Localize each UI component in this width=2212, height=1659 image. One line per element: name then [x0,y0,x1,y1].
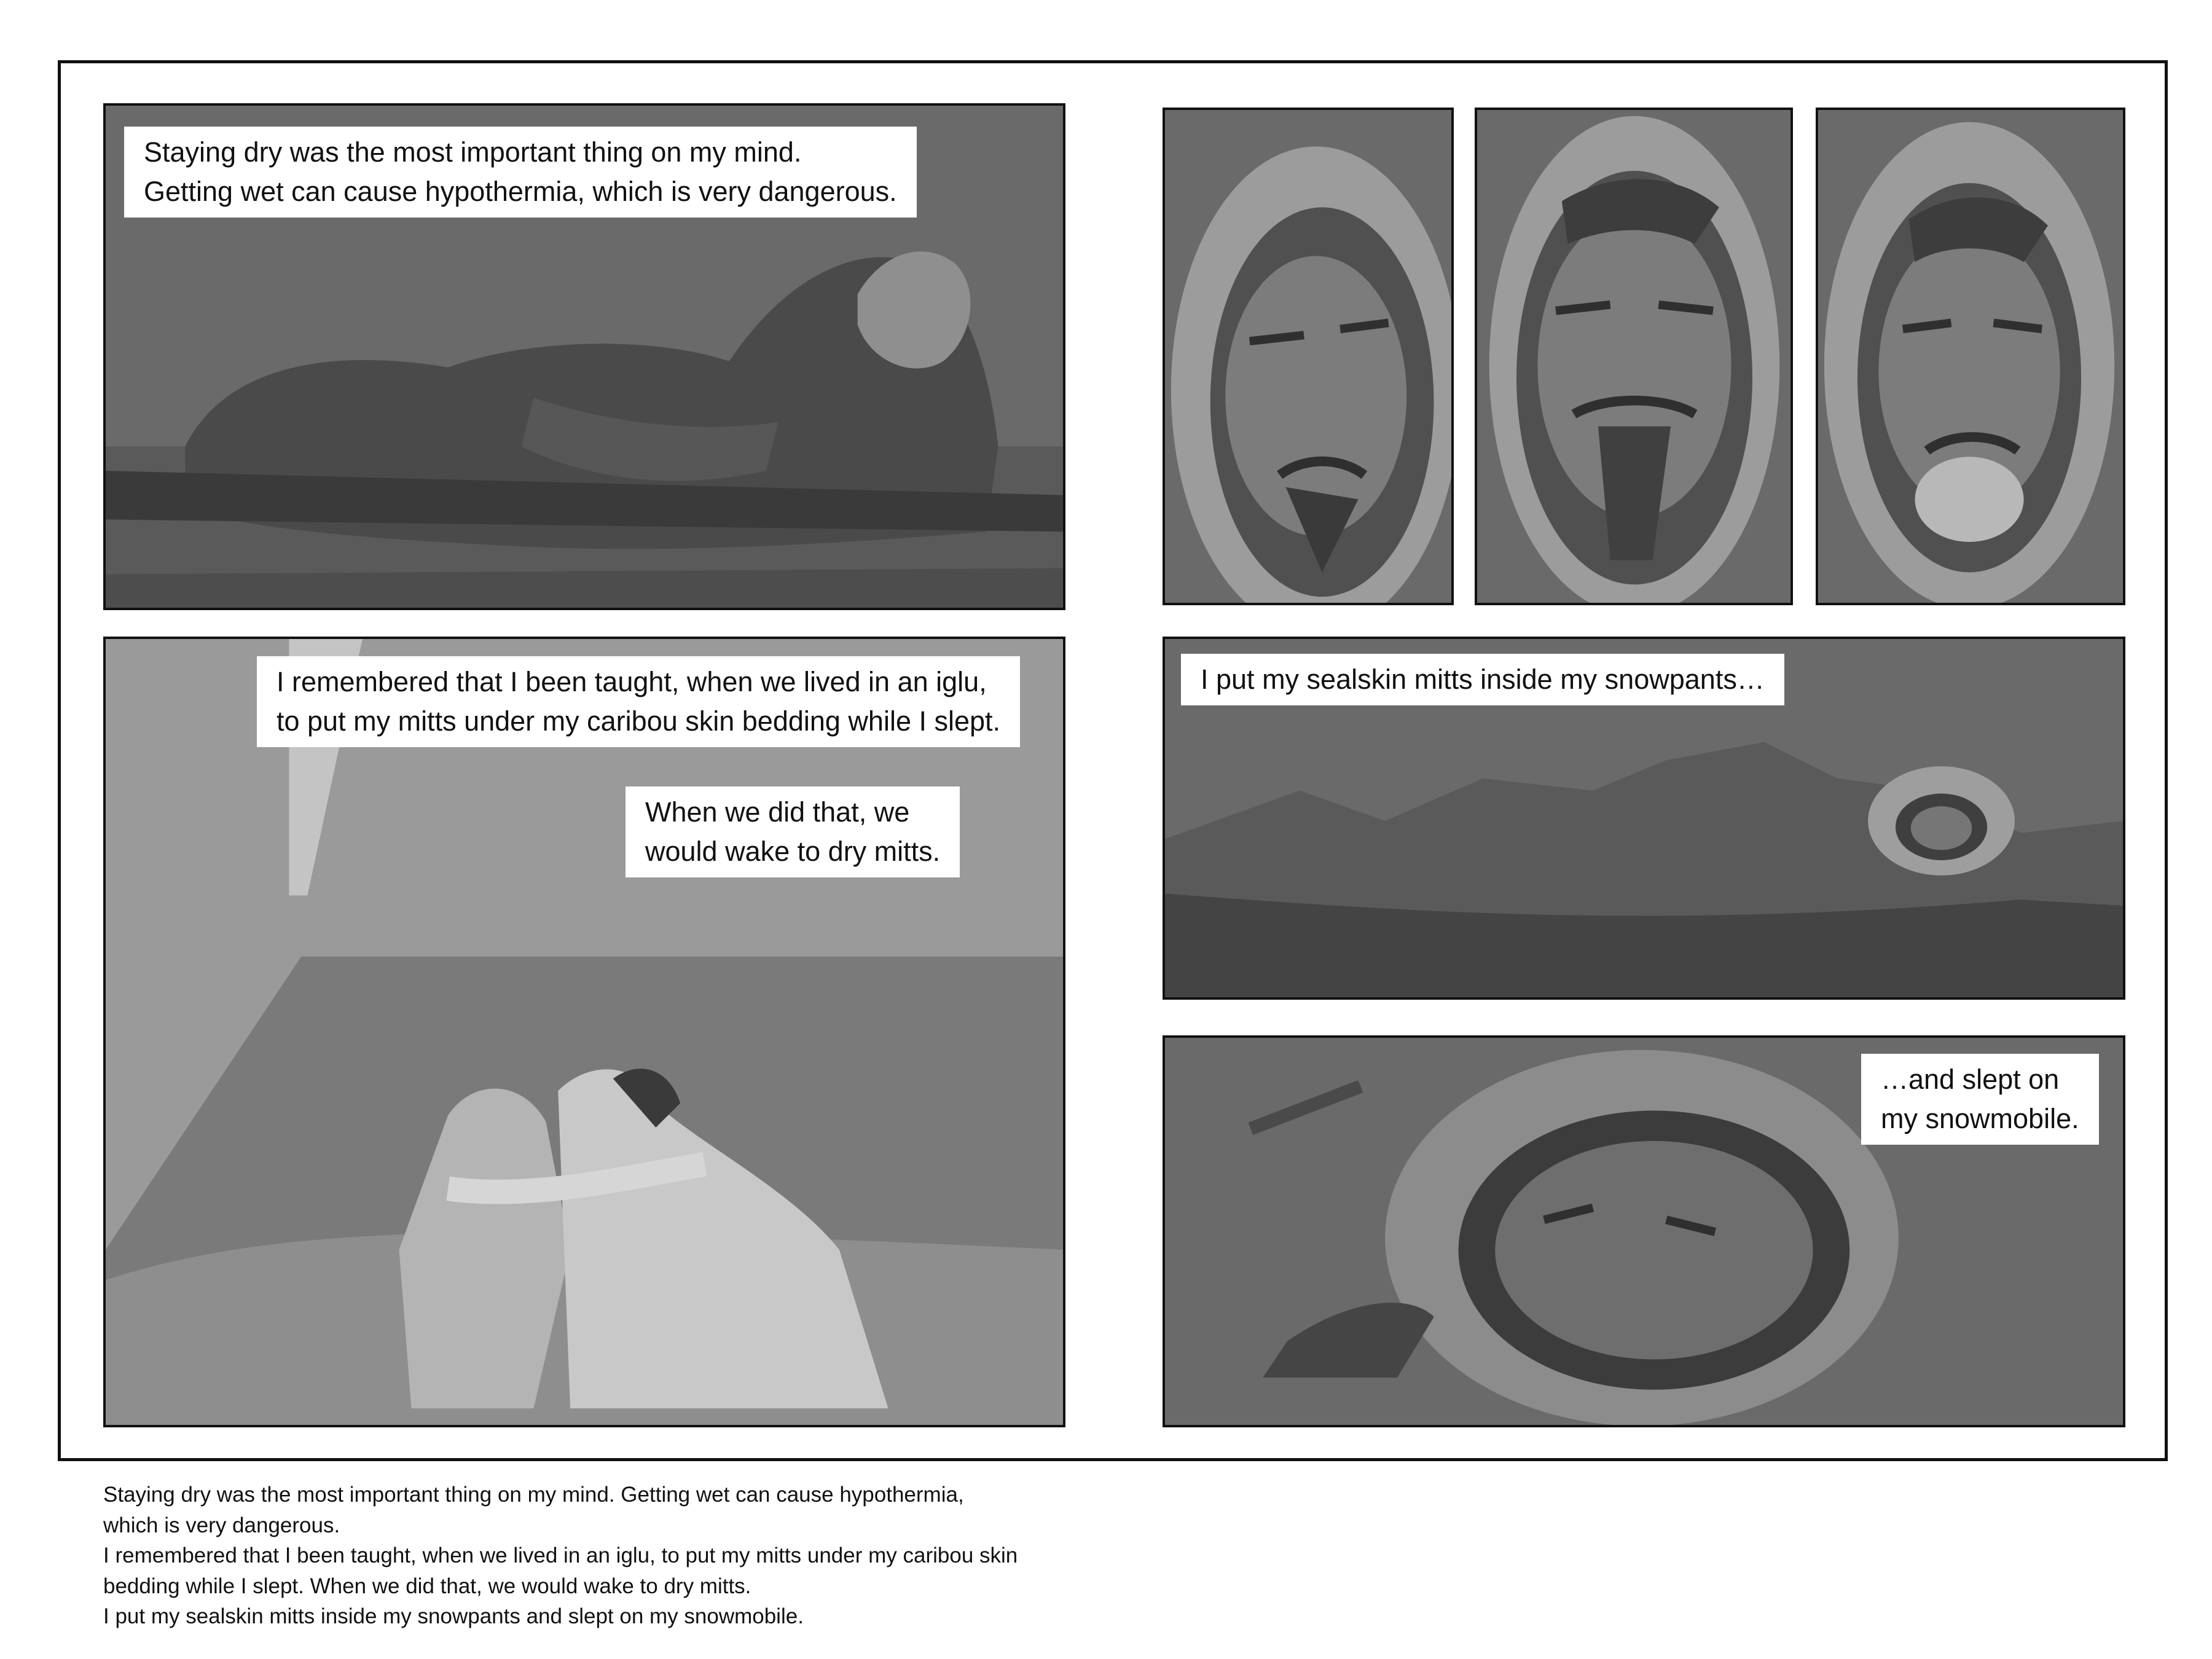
face-illustration-1 [1165,110,1451,603]
transcript-line: Staying dry was the most important thing on my mind. Getting wet can cause hypothermia, [103,1483,964,1507]
panel-face-2 [1475,108,1793,605]
panel-sleeping [1163,637,2125,1000]
transcript-line: I remembered that I been taught, when we lived in an iglu, to put my mitts under my caribou skin [103,1543,1018,1567]
panel-sleeping-closeup [1163,1035,2125,1427]
caption-line: would wake to dry mitts. [645,836,941,867]
transcript-line: which is very dangerous. [103,1513,340,1537]
caption-box [626,786,960,877]
caption-box [1181,654,1784,705]
panel-face-3 [1816,108,2125,605]
caption-line: I remembered that I been taught, when we lived in an iglu, [276,666,987,697]
transcript-line: I put my sealskin mitts inside my snowpants and slept on my snowmobile. [103,1604,804,1628]
caption-box [124,127,917,218]
panel-lying-down [103,103,1065,610]
caption-box [257,656,1020,747]
caption-line: Staying dry was the most important thing on my mind. [144,136,802,168]
caption-box [1861,1054,2099,1145]
panel-face-1 [1163,108,1454,605]
caption-line: my snowmobile. [1881,1103,2079,1134]
caption-line: …and slept on [1881,1064,2060,1095]
caption-line: to put my mitts under my caribou skin bedding while I slept. [276,705,1001,737]
caption-line: I put my sealskin mitts inside my snowpants… [1201,664,1765,695]
panel-iglu-memory [103,637,1065,1427]
caption-line: When we did that, we [645,796,910,828]
face-illustration-2 [1477,110,1790,603]
transcript-line: bedding while I slept. When we did that, we would wake to dry mitts. [103,1574,751,1598]
panel-iglu-memory-art [106,639,1063,1425]
caption-line: Getting wet can cause hypothermia, which is very dangerous. [144,176,897,207]
transcript-text [103,1480,1271,1632]
face-illustration-3 [1818,110,2123,603]
